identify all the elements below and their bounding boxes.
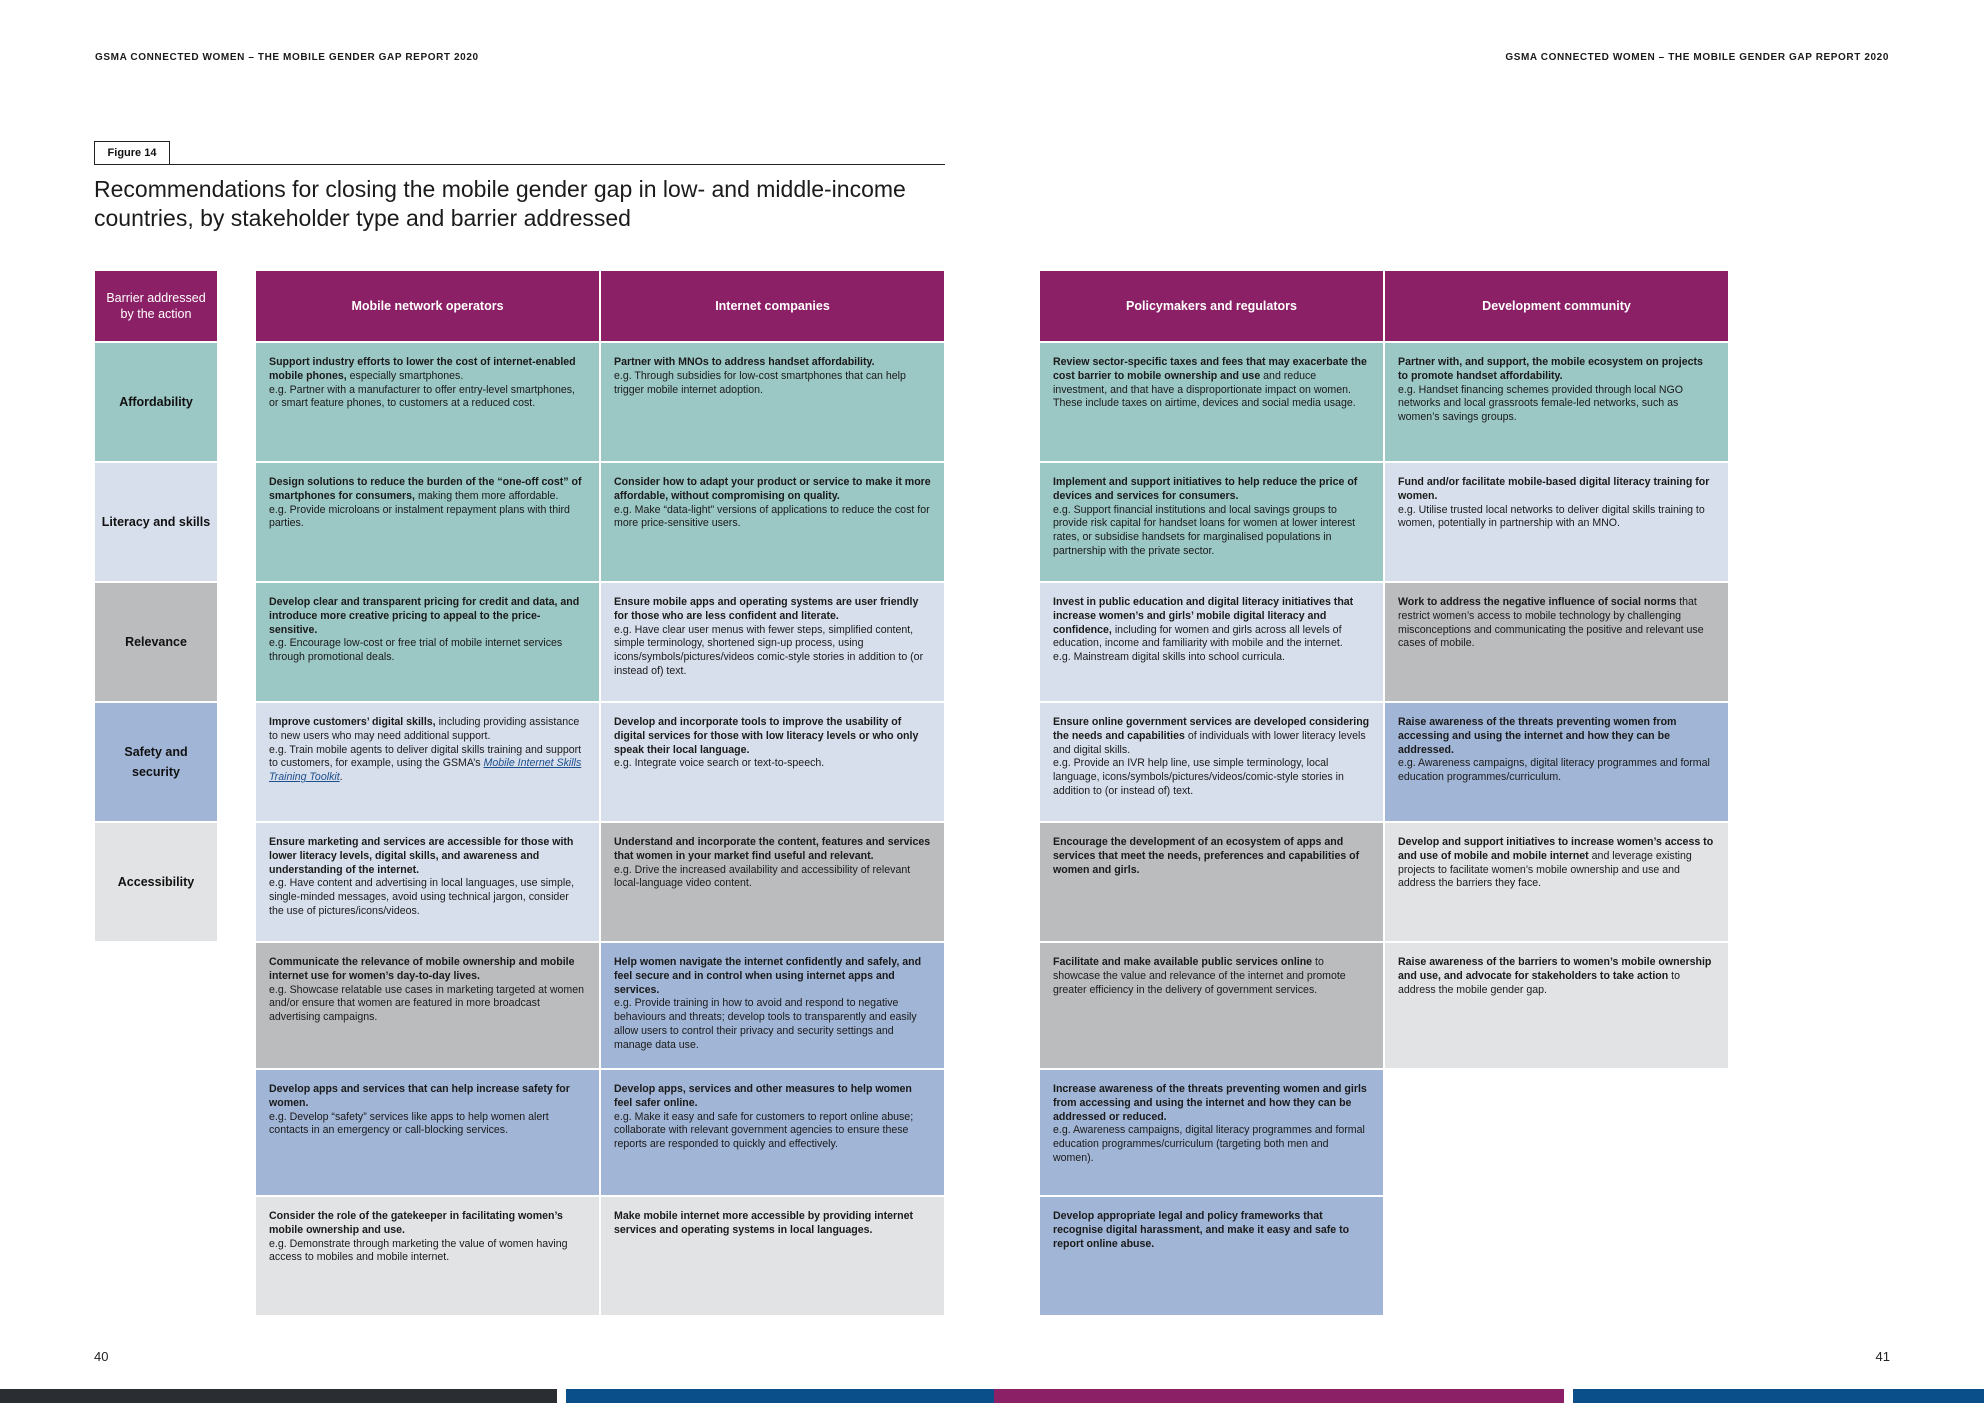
recommendation-heading: Ensure mobile apps and operating systems are user friendly for those who are less confident and literate. xyxy=(614,596,919,622)
figure-label: Figure 14 xyxy=(94,141,170,165)
example-text: e.g. Partner with a manufacturer to offer entry-level smartphones, or smart feature phones, to customers at a reduced cost. xyxy=(269,383,575,410)
recommendation-cell xyxy=(1040,1070,1383,1195)
recommendation-example xyxy=(1053,504,1370,559)
example-text: e.g. Develop “safety” services like apps to help women alert contacts in an emergency or call-blocking services. xyxy=(269,1110,549,1137)
column-policymakers-regulators xyxy=(1040,271,1383,1315)
recommendation-heading: Develop and incorporate tools to improve the usability of digital services for those with low literacy levels or who only speak their local language. xyxy=(614,716,919,756)
recommendation-heading: Develop and support initiatives to increase women’s access to and use of mobile and mobile internet xyxy=(1398,836,1714,862)
recommendation-example xyxy=(614,624,931,679)
recommendation-example xyxy=(1053,1124,1370,1165)
recommendation-example xyxy=(269,637,586,665)
barrier-header: Barrier addressed by the action xyxy=(95,271,217,341)
recommendation-heading: Encourage the development of an ecosystem of apps and services that meet the needs, preferences and capabilities of women and girls. xyxy=(1053,836,1360,876)
stakeholder-group-right xyxy=(1040,271,1728,1315)
recommendation-cell xyxy=(256,943,599,1068)
recommendation-example xyxy=(614,1111,931,1152)
example-text: e.g. Provide an IVR help line, use simple terminology, local language, icons/symbols/pictures/videos/comic-style stories in addition to (or instead of) text. xyxy=(1053,757,1344,797)
recommendation-heading: Communicate the relevance of mobile ownership and mobile internet use for women’s day-to-day lives. xyxy=(269,956,575,982)
recommendation-cell xyxy=(1040,583,1383,701)
column-header: Policymakers and regulators xyxy=(1040,271,1383,341)
recommendation-example xyxy=(269,984,586,1025)
barrier-literacy-skills: Literacy and skills xyxy=(95,463,217,581)
recommendation-heading: Implement and support initiatives to help reduce the price of devices and services for consumers. xyxy=(1053,476,1358,502)
recommendation-heading: Develop appropriate legal and policy frameworks that recognise digital harassment, and make it easy and safe to report online abuse. xyxy=(1053,1210,1350,1250)
recommendation-cell xyxy=(256,583,599,701)
recommendation-cell xyxy=(256,1197,599,1315)
recommendation-cell xyxy=(256,343,599,461)
barrier-safety-security: Safety and security xyxy=(95,703,217,821)
example-text: e.g. Make it easy and safe for customers to report online abuse; collaborate with relevant government agencies to ensure these reports are responded to quickly and effectively. xyxy=(614,1110,914,1151)
column-development-community xyxy=(1385,271,1728,1315)
recommendation-example xyxy=(1398,504,1715,532)
recommendation-heading: Support industry efforts to lower the cost of internet-enabled mobile phones, xyxy=(269,356,576,382)
page-number-left: 40 xyxy=(94,1349,109,1364)
recommendation-cell xyxy=(1385,463,1728,581)
recommendation-heading: Increase awareness of the threats preventing women and girls from accessing and using the internet and how they can be addressed or reduced. xyxy=(1053,1083,1367,1123)
recommendation-text: of individuals with lower literacy levels and digital skills. xyxy=(1053,729,1366,756)
toolkit-link[interactable]: Mobile Internet Skills Training Toolkit xyxy=(269,757,582,784)
recommendation-heading: Facilitate and make available public services online xyxy=(1053,956,1313,968)
recommendation-text: including for women and girls across all levels of education, income and familiarity with mobile and the internet. xyxy=(1053,623,1343,650)
recommendation-cell xyxy=(1040,1197,1383,1315)
recommendation-heading: Review sector-specific taxes and fees that may exacerbate the cost barrier to mobile ownership and use xyxy=(1053,356,1367,382)
column-header: Development community xyxy=(1385,271,1728,341)
example-text: e.g. Have content and advertising in local languages, use simple, single-minded messages, avoid using technical jargon, consider the use of pictures/icons/videos. xyxy=(269,877,575,917)
recommendation-example xyxy=(269,1111,586,1139)
recommendation-cell xyxy=(601,1070,944,1195)
recommendation-heading: Partner with MNOs to address handset affordability. xyxy=(614,356,875,368)
recommendation-example xyxy=(1398,384,1715,425)
running-head-right: GSMA CONNECTED WOMEN – THE MOBILE GENDER GAP REPORT 2020 xyxy=(1505,52,1889,63)
recommendation-cell xyxy=(601,703,944,821)
recommendation-heading: Develop apps and services that can help increase safety for women. xyxy=(269,1083,570,1109)
recommendation-example xyxy=(269,504,586,532)
barrier-relevance: Relevance xyxy=(95,583,217,701)
recommendation-example xyxy=(614,757,931,771)
recommendation-cell xyxy=(1040,463,1383,581)
footer-bar-4 xyxy=(1573,1389,1984,1403)
recommendation-heading: Develop clear and transparent pricing for credit and data, and introduce more creative pricing to appeal to the price-sensitive. xyxy=(269,596,580,636)
running-head-left: GSMA CONNECTED WOMEN – THE MOBILE GENDER GAP REPORT 2020 xyxy=(95,52,479,63)
example-text: e.g. Mainstream digital skills into school curricula. xyxy=(1053,651,1285,664)
example-text: e.g. Showcase relatable use cases in marketing targeted at women and/or ensure that women are featured in more broadcast advertising campaigns. xyxy=(269,983,585,1024)
recommendation-heading: Ensure online government services are developed considering the needs and capabilities xyxy=(1053,716,1370,742)
example-text: e.g. Provide training in how to avoid and respond to negative behaviours and threats; develop tools to transparently and easily allow users to control their privacy and security settings and manage data use. xyxy=(614,997,917,1051)
example-text: e.g. Demonstrate through marketing the value of women having access to mobiles and mobile internet. xyxy=(269,1237,568,1264)
recommendation-heading: Work to address the negative influence of social norms xyxy=(1398,596,1677,608)
footer-bar-3 xyxy=(994,1389,1564,1403)
recommendation-heading: Improve customers’ digital skills, xyxy=(269,716,436,728)
recommendation-text: that restrict women’s access to mobile technology by challenging misconceptions and communicating the positive and relevant use cases of mobile. xyxy=(1398,596,1704,650)
recommendation-heading: Partner with, and support, the mobile ecosystem on projects to promote handset affordability. xyxy=(1398,356,1703,382)
example-text: e.g. Train mobile agents to deliver digital skills training and support to customers, for example, using the GSMA’s xyxy=(269,743,582,770)
recommendation-example xyxy=(614,504,931,532)
recommendation-cell xyxy=(1040,943,1383,1068)
column-header: Internet companies xyxy=(601,271,944,341)
example-text: e.g. Provide microloans or instalment repayment plans with third parties. xyxy=(269,503,570,530)
recommendation-cell xyxy=(256,1070,599,1195)
page-number-right: 41 xyxy=(1875,1349,1890,1364)
recommendation-example xyxy=(269,384,586,412)
recommendation-cell xyxy=(601,583,944,701)
recommendation-heading: Raise awareness of the threats preventing women from accessing and using the internet and how they can be addressed. xyxy=(1398,716,1677,756)
example-text: e.g. Awareness campaigns, digital literacy programmes and formal education programmes/curriculum. xyxy=(1398,757,1710,784)
column-mobile-network-operators xyxy=(256,271,599,1315)
recommendation-heading: Invest in public education and digital literacy initiatives that increase women’s and girls’ mobile digital literacy and confidence, xyxy=(1053,596,1354,636)
recommendation-cell xyxy=(601,823,944,941)
recommendation-example xyxy=(269,877,586,918)
recommendation-cell xyxy=(601,1197,944,1315)
example-text: e.g. Encourage low-cost or free trial of mobile internet services through promotional deals. xyxy=(269,637,563,664)
recommendation-example xyxy=(614,864,931,892)
recommendation-text: to address the mobile gender gap. xyxy=(1398,969,1680,996)
recommendation-text: especially smartphones. xyxy=(346,369,464,382)
recommendation-cell xyxy=(1385,703,1728,821)
recommendation-cell xyxy=(256,463,599,581)
recommendation-text: making them more affordable. xyxy=(415,489,559,502)
recommendation-cell xyxy=(256,823,599,941)
recommendation-cell xyxy=(1040,823,1383,941)
recommendation-heading: Consider the role of the gatekeeper in facilitating women’s mobile ownership and use. xyxy=(269,1210,563,1236)
example-text: e.g. Integrate voice search or text-to-speech. xyxy=(614,757,825,770)
recommendation-cell xyxy=(1385,823,1728,941)
recommendation-cell xyxy=(1040,703,1383,821)
stakeholder-group-left xyxy=(256,271,944,1315)
recommendation-cell xyxy=(601,943,944,1068)
recommendation-example xyxy=(614,997,931,1052)
barrier-accessibility: Accessibility xyxy=(95,823,217,941)
recommendation-example xyxy=(1053,651,1370,665)
recommendation-example xyxy=(1053,757,1370,798)
example-text: e.g. Make “data-light” versions of applications to reduce the cost for more price-sensitive users. xyxy=(614,503,930,530)
recommendation-heading: Fund and/or facilitate mobile-based digital literacy training for women. xyxy=(1398,476,1710,502)
column-header: Mobile network operators xyxy=(256,271,599,341)
figure-title: Recommendations for closing the mobile gender gap in low- and middle-income countries, by stakeholder type and barrier addressed xyxy=(94,176,906,231)
example-text: e.g. Have clear user menus with fewer steps, simplified content, simple terminology, shortened sign-up process, using icons/symbols/pictures/videos comic-style stories in addition to (or instead of) text. xyxy=(614,623,924,677)
example-text: e.g. Awareness campaigns, digital literacy programmes and formal education programmes/curriculum (targeting both men and women). xyxy=(1053,1124,1365,1164)
example-text: e.g. Drive the increased availability and accessibility of relevant local-language video content. xyxy=(614,863,911,890)
recommendation-cell xyxy=(256,703,599,821)
recommendation-heading: Consider how to adapt your product or service to make it more affordable, without compromising on quality. xyxy=(614,476,931,502)
recommendation-text: and reduce investment, and that have a disproportionate impact on women. These include taxes on airtime, devices and social media usage. xyxy=(1053,369,1356,410)
recommendation-cell xyxy=(601,463,944,581)
recommendation-cell xyxy=(601,343,944,461)
example-text: e.g. Utilise trusted local networks to deliver digital skills training to women, potentially in partnership with an MNO. xyxy=(1398,503,1705,530)
recommendation-text: including providing assistance to new users who may need additional support. xyxy=(269,716,580,742)
recommendation-heading: Develop apps, services and other measures to help women feel safer online. xyxy=(614,1083,912,1109)
recommendation-cell xyxy=(1040,343,1383,461)
recommendation-cell xyxy=(1385,583,1728,701)
barrier-column xyxy=(95,271,217,941)
column-internet-companies xyxy=(601,271,944,1315)
recommendation-text: and leverage existing projects to facilitate women’s mobile ownership and use and address the barriers they face. xyxy=(1398,849,1692,890)
recommendation-heading: Understand and incorporate the content, features and services that women in your market find useful and relevant. xyxy=(614,836,931,862)
recommendation-heading: Design solutions to reduce the burden of the “one-off cost” of smartphones for consumers, xyxy=(269,476,582,502)
recommendation-cell xyxy=(1385,343,1728,461)
example-text: e.g. Handset financing schemes provided through local NGO networks and local grassroots female-led networks, such as women’s savings groups. xyxy=(1398,383,1684,424)
footer-bar-2 xyxy=(566,1389,994,1403)
recommendation-cell xyxy=(1385,943,1728,1068)
recommendation-text: to showcase the value and relevance of the internet and promote greater efficiency in the delivery of government services. xyxy=(1053,956,1346,996)
footer-bar-1 xyxy=(0,1389,557,1403)
example-text: e.g. Through subsidies for low-cost smartphones that can help trigger mobile internet adoption. xyxy=(614,369,906,396)
recommendation-heading: Raise awareness of the barriers to women’s mobile ownership and use, and advocate for stakeholders to take action xyxy=(1398,956,1712,982)
recommendation-example xyxy=(614,370,931,398)
recommendation-example: e.g. Train mobile agents to deliver digital skills training and support to customers, for example, using the GSMA’s Mobile Internet Skills Training Toolkit. xyxy=(269,743,582,784)
recommendation-heading: Help women navigate the internet confidently and safely, and feel secure and in control when using internet apps and services. xyxy=(614,956,922,996)
recommendation-heading: Make mobile internet more accessible by providing internet services and operating systems in local languages. xyxy=(614,1210,914,1236)
barrier-affordability: Affordability xyxy=(95,343,217,461)
figure-rule xyxy=(94,164,945,165)
recommendation-heading: Ensure marketing and services are accessible for those with lower literacy levels, digital skills, and awareness and understanding of the internet. xyxy=(269,836,574,876)
example-text: e.g. Support financial institutions and local savings groups to provide risk capital for handset loans for women at lower interest rates, or subsidise handsets for marginalised populations in partnership with the private sector. xyxy=(1053,503,1356,557)
recommendation-example xyxy=(1398,757,1715,785)
recommendation-example xyxy=(269,1238,586,1266)
